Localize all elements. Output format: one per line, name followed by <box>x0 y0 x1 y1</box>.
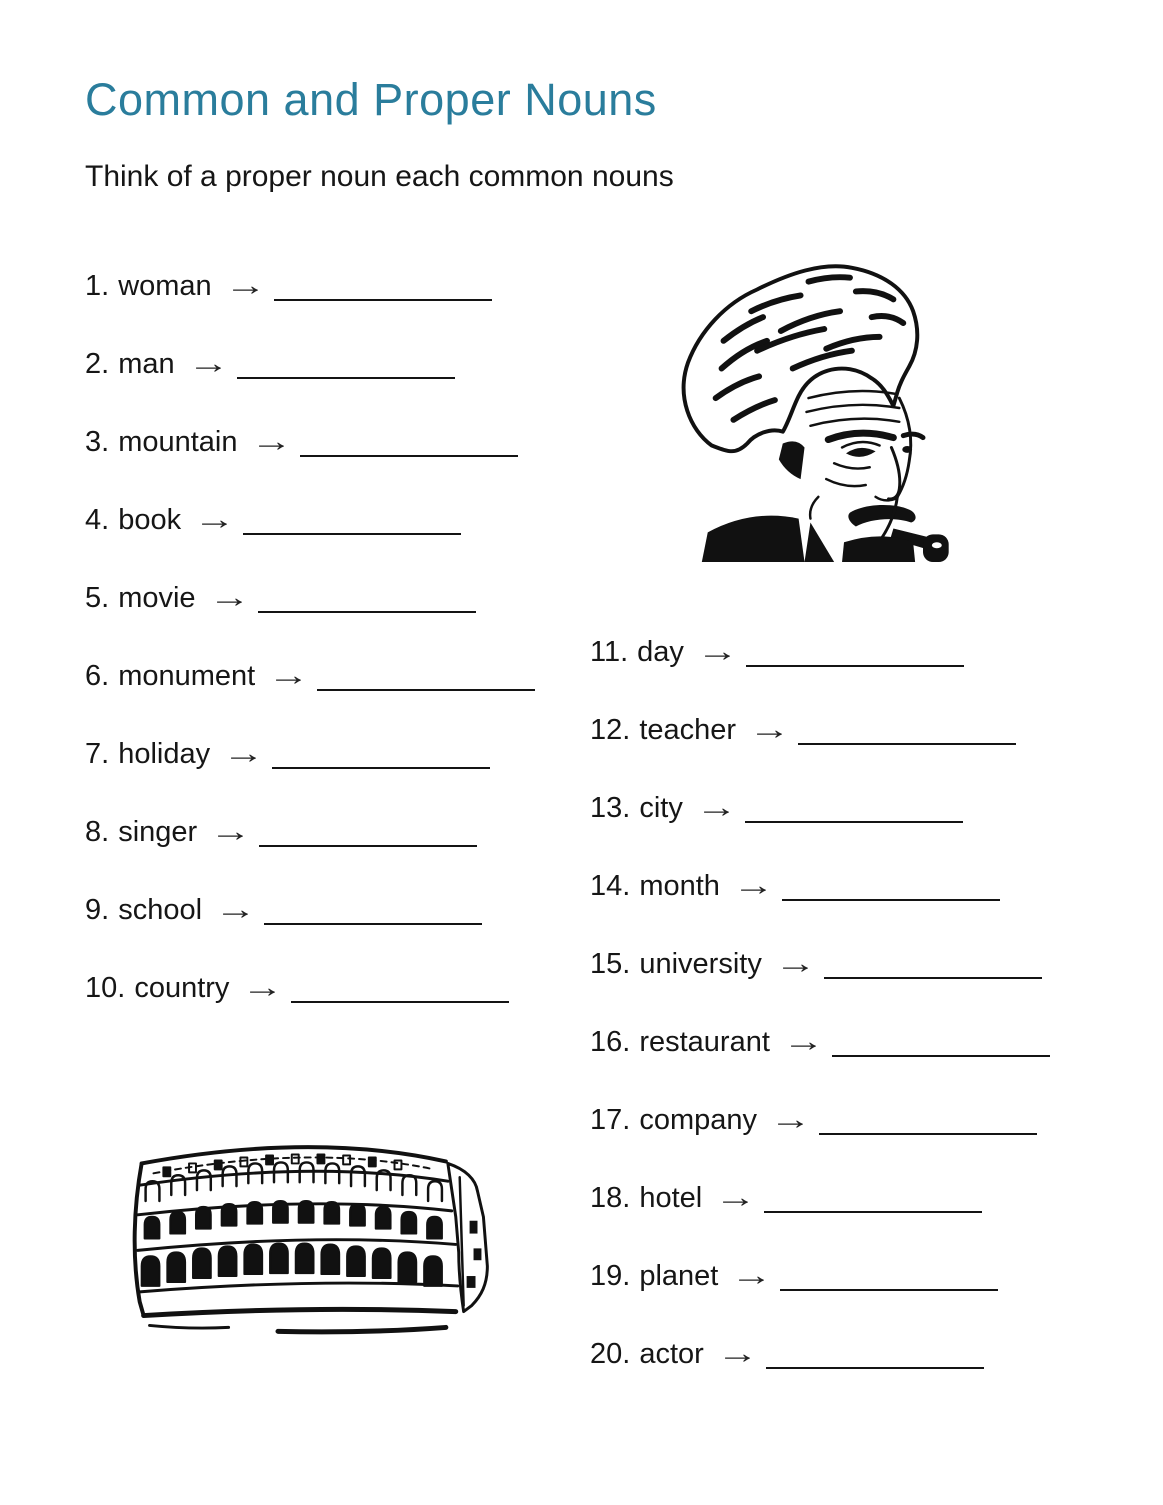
worksheet-item <box>85 736 535 772</box>
answer-blank <box>766 1365 984 1369</box>
worksheet-item <box>85 814 535 850</box>
colosseum-illustration <box>126 1118 504 1360</box>
worksheet-item <box>590 1024 1050 1060</box>
item-word: city <box>639 792 683 824</box>
item-number: 8. <box>85 816 110 848</box>
item-number: 18. <box>590 1182 631 1214</box>
item-number: 20. <box>590 1338 631 1370</box>
item-number: 13. <box>590 792 631 824</box>
right-arrow: → <box>769 1104 812 1136</box>
item-word: man <box>118 348 175 380</box>
worksheet-item <box>85 502 535 538</box>
item-number: 4. <box>85 504 110 536</box>
right-arrow: → <box>714 1182 757 1214</box>
right-arrow: → <box>782 1026 825 1058</box>
worksheet-item <box>85 424 535 460</box>
answer-blank <box>798 741 1016 745</box>
answer-blank <box>764 1209 982 1213</box>
einstein-illustration <box>660 250 952 564</box>
answer-blank <box>832 1053 1050 1057</box>
right-arrow: → <box>695 792 738 824</box>
right-arrow: → <box>730 1260 773 1292</box>
answer-blank <box>780 1287 998 1291</box>
answer-blank <box>824 975 1042 979</box>
right-arrow: → <box>222 738 265 770</box>
worksheet-item <box>85 346 535 382</box>
right-arrow: → <box>224 270 267 302</box>
item-number: 15. <box>590 948 631 980</box>
item-number: 5. <box>85 582 110 614</box>
worksheet-item <box>590 868 1050 904</box>
item-word: school <box>118 894 203 926</box>
right-arrow: → <box>748 714 791 746</box>
item-number: 3. <box>85 426 110 458</box>
worksheet-item <box>85 892 535 928</box>
worksheet-item <box>85 970 535 1006</box>
item-number: 10. <box>85 972 126 1004</box>
answer-blank <box>782 897 1000 901</box>
right-arrow: → <box>696 636 739 668</box>
answer-blank <box>274 297 492 301</box>
answer-blank <box>745 819 963 823</box>
instructions-text: Think of a proper noun each common nouns <box>85 160 674 193</box>
item-number: 9. <box>85 894 110 926</box>
item-number: 11. <box>590 636 629 668</box>
item-number: 19. <box>590 1260 631 1292</box>
item-word: mountain <box>118 426 238 458</box>
item-number: 16. <box>590 1026 631 1058</box>
answer-blank <box>258 609 476 613</box>
item-word: actor <box>639 1338 704 1370</box>
right-arrow: → <box>214 894 257 926</box>
item-word: holiday <box>118 738 211 770</box>
item-number: 17. <box>590 1104 631 1136</box>
right-arrow: → <box>732 870 775 902</box>
right-arrow: → <box>193 504 236 536</box>
worksheet-item <box>590 1336 1050 1372</box>
item-word: month <box>639 870 720 902</box>
item-number: 12. <box>590 714 631 746</box>
right-arrow: → <box>208 582 251 614</box>
answer-blank <box>746 663 964 667</box>
worksheet-item <box>590 1180 1050 1216</box>
right-arrow: → <box>267 660 310 692</box>
right-arrow: → <box>249 426 293 458</box>
worksheet-item <box>590 1258 1050 1294</box>
left-column <box>85 268 535 1048</box>
answer-blank <box>272 765 490 769</box>
right-arrow: → <box>774 948 817 980</box>
item-word: movie <box>118 582 196 614</box>
item-number: 2. <box>85 348 110 380</box>
item-word: singer <box>118 816 198 848</box>
item-number: 7. <box>85 738 110 770</box>
item-word: hotel <box>639 1182 703 1214</box>
worksheet-item <box>85 580 535 616</box>
item-word: book <box>118 504 182 536</box>
right-arrow: → <box>716 1338 759 1370</box>
right-arrow: → <box>209 816 252 848</box>
answer-blank <box>259 843 477 847</box>
answer-blank <box>317 687 535 691</box>
worksheet-item <box>590 790 1050 826</box>
worksheet-item <box>590 946 1050 982</box>
item-number: 1. <box>85 270 110 302</box>
item-word: teacher <box>639 714 737 746</box>
item-word: woman <box>118 270 212 302</box>
page-title: Common and Proper Nouns <box>85 74 657 125</box>
answer-blank <box>243 531 461 535</box>
item-number: 14. <box>590 870 631 902</box>
worksheet-item <box>590 634 1050 670</box>
right-arrow: → <box>187 348 230 380</box>
answer-blank <box>300 453 518 457</box>
worksheet-item <box>85 658 535 694</box>
answer-blank <box>819 1131 1037 1135</box>
item-number: 6. <box>85 660 110 692</box>
item-word: monument <box>118 660 256 692</box>
item-word: company <box>639 1104 757 1136</box>
answer-blank <box>264 921 482 925</box>
answer-blank <box>291 999 509 1003</box>
right-arrow: → <box>241 972 284 1004</box>
worksheet-item <box>590 1102 1050 1138</box>
right-column <box>590 634 1050 1414</box>
item-word: restaurant <box>639 1026 770 1058</box>
item-word: planet <box>639 1260 719 1292</box>
answer-blank <box>237 375 455 379</box>
item-word: day <box>637 636 684 668</box>
worksheet-item <box>590 712 1050 748</box>
item-word: university <box>639 948 762 980</box>
item-word: country <box>134 972 230 1004</box>
worksheet-item <box>85 268 535 304</box>
